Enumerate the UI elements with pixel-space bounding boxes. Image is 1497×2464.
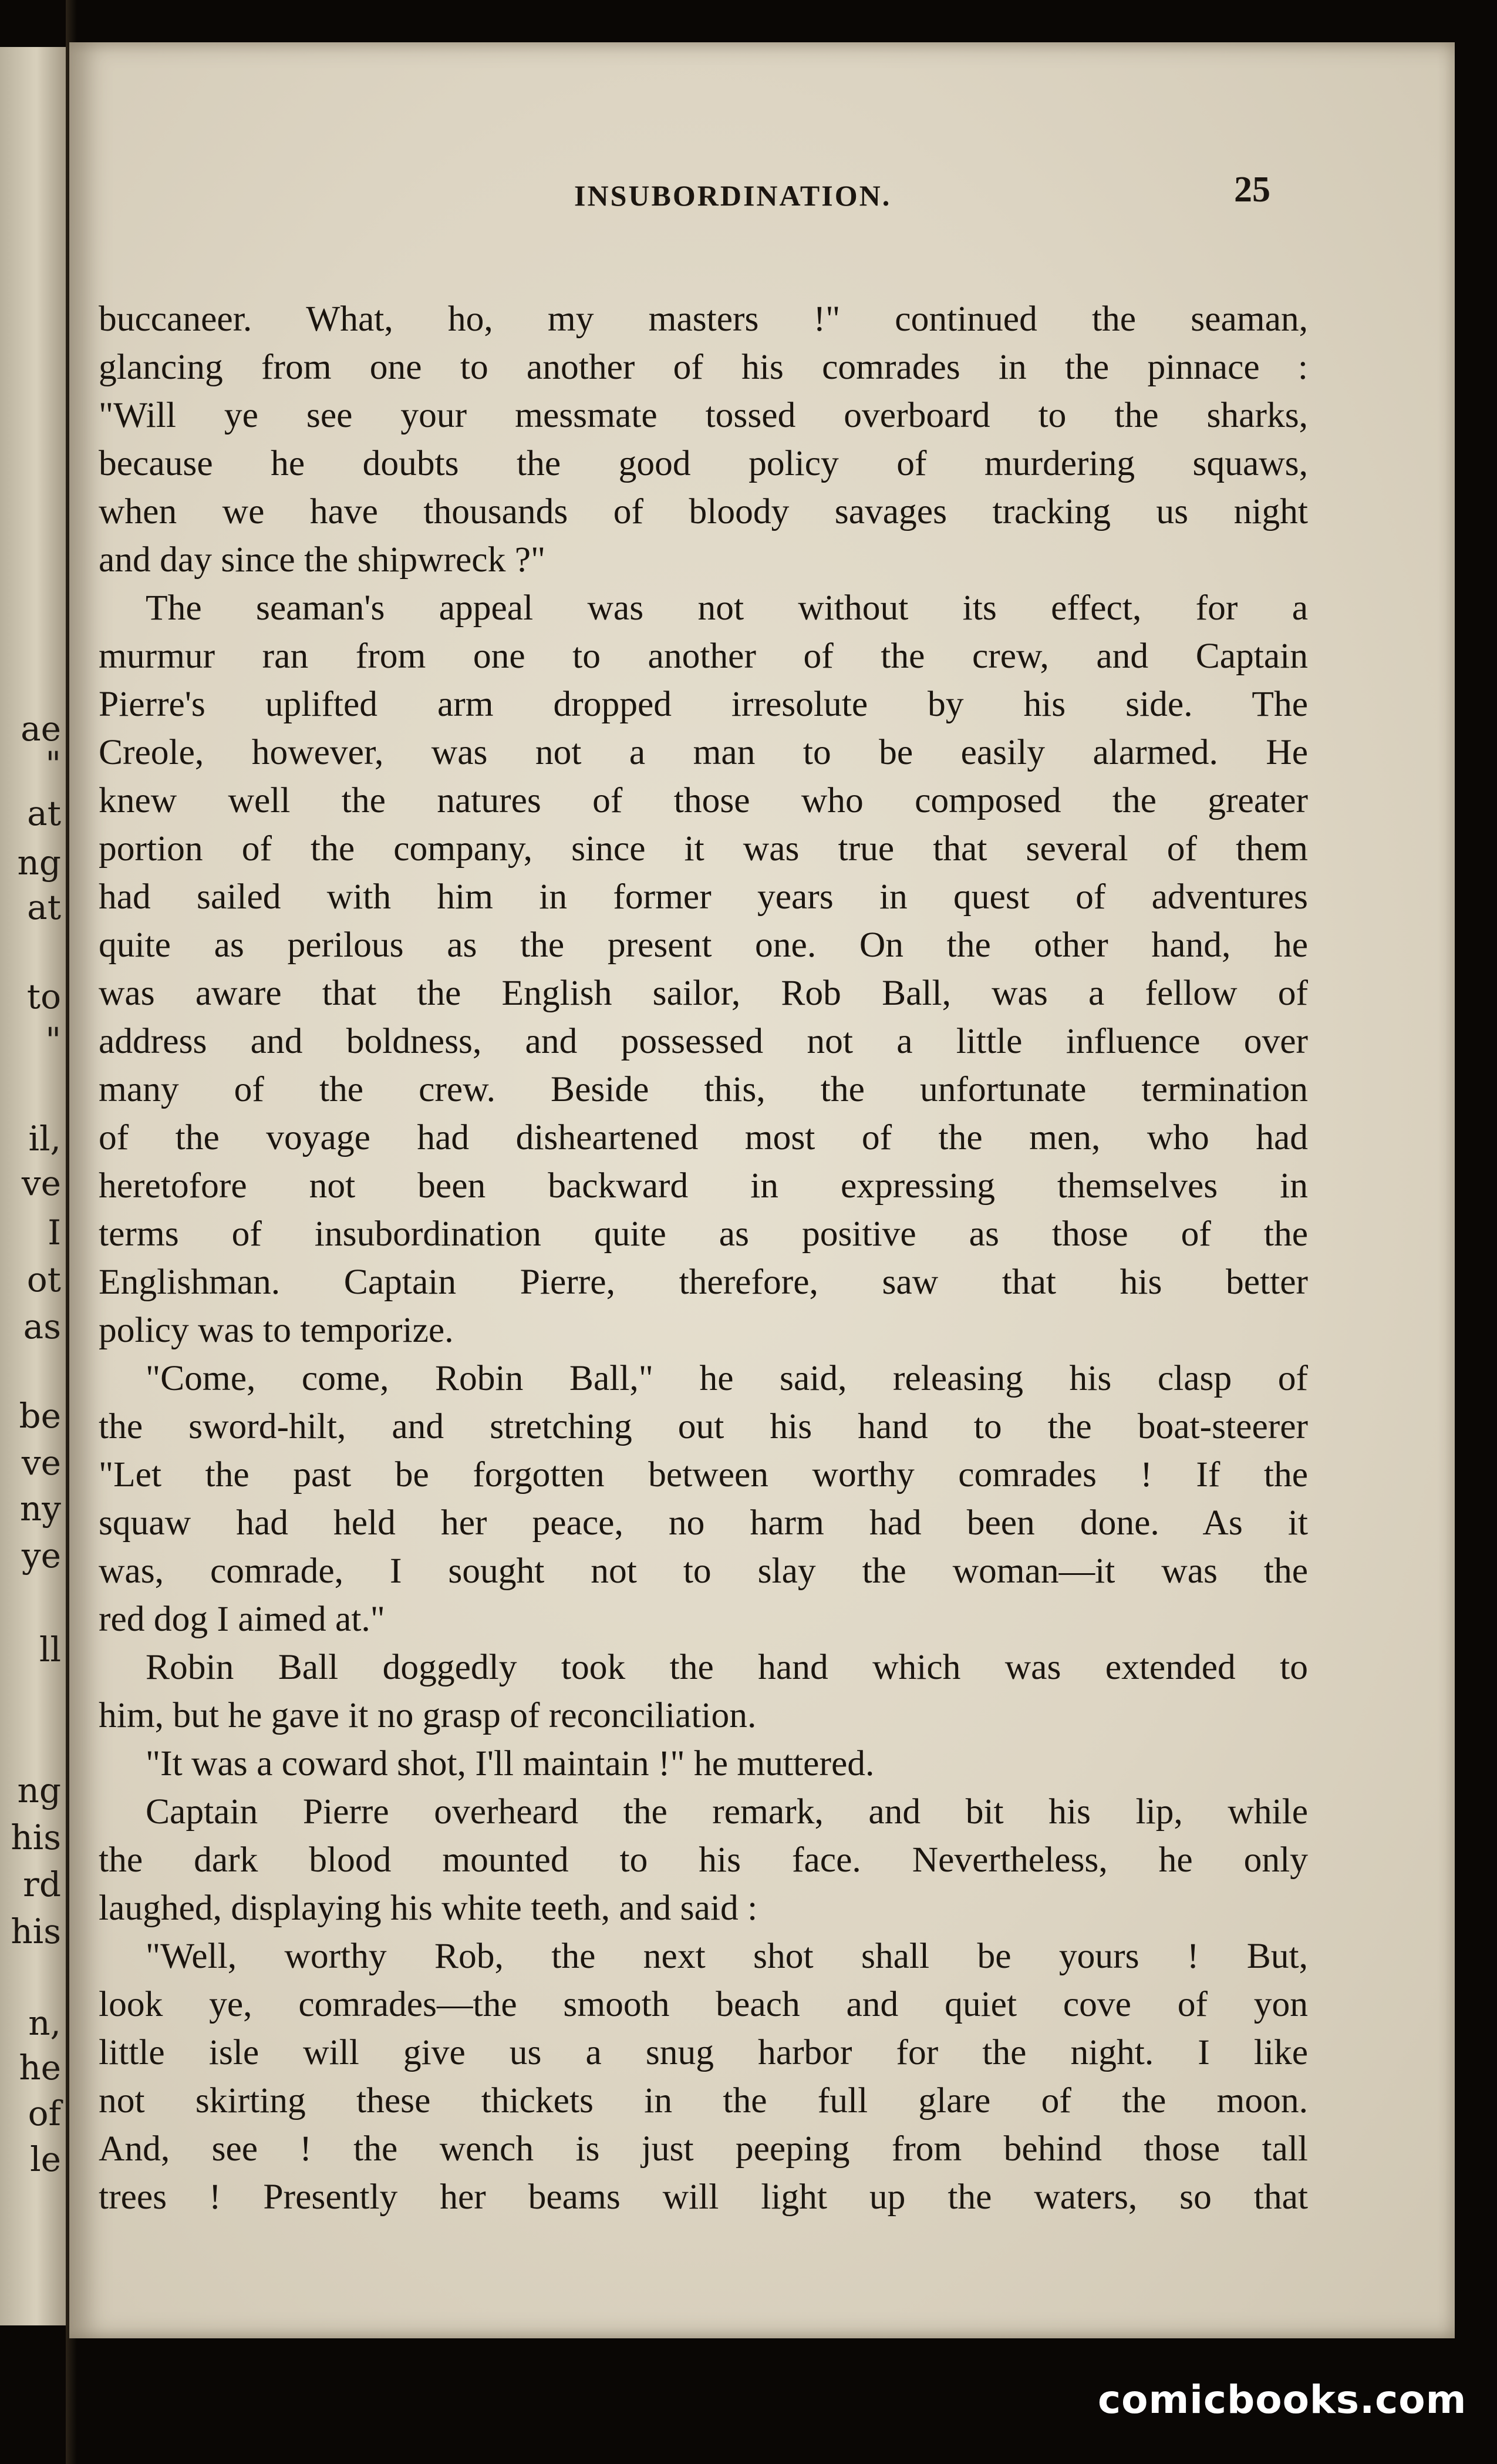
text-line: because he doubts the good policy of murdering squaws, — [99, 443, 1308, 483]
text-line: glancing from one to another of his comrades in the pinnace : — [99, 347, 1308, 387]
text-line: look ye, comrades—the smooth beach and quiet cove of yon — [99, 1984, 1308, 2024]
text-line: policy was to temporize. — [99, 1310, 454, 1350]
facing-page-fragment: to — [26, 977, 61, 1016]
facing-page-fragment: le — [30, 2139, 61, 2179]
text-line: him, but he gave it no grasp of reconciliation. — [99, 1695, 757, 1735]
facing-page-fragment: n, — [28, 2003, 61, 2043]
text-line: many of the crew. Beside this, the unfortunate termination — [99, 1069, 1308, 1109]
text-line: terms of insubordination quite as positive as those of the — [99, 1214, 1308, 1254]
text-line: heretofore not been backward in expressing themselves in — [99, 1166, 1308, 1206]
facing-page-fragment: his — [11, 1911, 61, 1951]
facing-page-fragment: ye — [21, 1536, 61, 1576]
text-line: quite as perilous as the present one. On the other hand, he — [99, 925, 1308, 965]
text-line: portion of the company, since it was true that several of them — [99, 829, 1308, 869]
facing-page-fragment: he — [19, 2048, 61, 2088]
text-line: buccaneer. What, ho, my masters !" continued the seaman, — [99, 299, 1308, 339]
text-line: Englishman. Captain Pierre, therefore, saw that his better — [99, 1262, 1308, 1302]
text-line: when we have thousands of bloody savages tracking us night — [99, 492, 1308, 531]
text-line: address and boldness, and possessed not a little influence over — [99, 1021, 1308, 1061]
facing-page-fragment: ny — [19, 1489, 61, 1529]
text-line: "Come, come, Robin Ball," he said, releasing his clasp of — [146, 1358, 1308, 1398]
text-line: knew well the natures of those who composed the greater — [99, 780, 1308, 820]
text-line: of the voyage had disheartened most of the men, who had — [99, 1117, 1308, 1157]
facing-page-fragment: of — [28, 2093, 61, 2133]
facing-page-fragment: ve — [21, 1443, 61, 1483]
text-line: the sword-hilt, and stretching out his hand to the boat-steerer — [99, 1406, 1308, 1446]
facing-page-fragment: ng — [17, 1770, 61, 1810]
text-line: Pierre's uplifted arm dropped irresolute by his side. The — [99, 684, 1308, 724]
text-line: was, comrade, I sought not to slay the woman—it was the — [99, 1551, 1308, 1591]
facing-page-fragment: be — [19, 1396, 61, 1436]
text-line: murmur ran from one to another of the crew, and Captain — [99, 636, 1308, 676]
facing-page-fragment: at — [27, 793, 61, 833]
watermark: comicbooks.com — [1098, 2377, 1467, 2422]
text-line: squaw had held her peace, no harm had been done. As it — [99, 1503, 1308, 1543]
facing-page-fragment: as — [23, 1307, 61, 1347]
facing-page-fragment: ve — [21, 1163, 61, 1203]
facing-page-fragment: his — [11, 1817, 61, 1857]
facing-page-fragment: ot — [26, 1260, 61, 1300]
text-line: was aware that the English sailor, Rob Ball, was a fellow of — [99, 973, 1308, 1013]
facing-page-fragment: il, — [28, 1119, 61, 1159]
page — [69, 42, 1455, 2338]
facing-page-fragment: rd — [23, 1864, 61, 1904]
facing-page-edge — [0, 47, 66, 2325]
facing-page-fragment: at — [27, 887, 61, 927]
text-line: red dog I aimed at." — [99, 1599, 385, 1639]
text-line: The seaman's appeal was not without its effect, for a — [146, 588, 1308, 628]
facing-page-fragment: " — [45, 744, 61, 784]
facing-page-fragment: " — [45, 1020, 61, 1060]
text-line: little isle will give us a snug harbor for the night. I like — [99, 2032, 1308, 2072]
text-line: "It was a coward shot, I'll maintain !" he muttered. — [146, 1743, 875, 1783]
text-line: laughed, displaying his white teeth, and said : — [99, 1888, 758, 1928]
text-line: and day since the shipwreck ?" — [99, 540, 546, 580]
text-line: Creole, however, was not a man to be easily alarmed. He — [99, 732, 1308, 772]
facing-page-fragment: ll — [39, 1630, 61, 1669]
body-text — [99, 295, 1308, 2221]
text-line: had sailed with him in former years in quest of adventures — [99, 877, 1308, 917]
facing-page-fragment: ae — [21, 709, 61, 749]
text-line: "Well, worthy Rob, the next shot shall be yours ! But, — [146, 1936, 1308, 1976]
running-head: INSUBORDINATION. — [574, 179, 892, 212]
text-line: "Will ye see your messmate tossed overboard to the sharks, — [99, 395, 1308, 435]
facing-page-fragment: I — [48, 1213, 61, 1253]
text-line: Robin Ball doggedly took the hand which was extended to — [146, 1647, 1308, 1687]
facing-page-fragment: ng — [17, 843, 61, 883]
page-number: 25 — [1234, 170, 1270, 210]
text-line: "Let the past be forgotten between worthy comrades ! If the — [99, 1455, 1308, 1494]
text-line: the dark blood mounted to his face. Nevertheless, he only — [99, 1840, 1308, 1880]
text-line: Captain Pierre overheard the remark, and bit his lip, while — [146, 1792, 1308, 1832]
text-line: not skirting these thickets in the full glare of the moon. — [99, 2081, 1308, 2120]
text-line: And, see ! the wench is just peeping from behind those tall — [99, 2129, 1308, 2169]
text-line: trees ! Presently her beams will light up the waters, so that — [99, 2177, 1308, 2217]
